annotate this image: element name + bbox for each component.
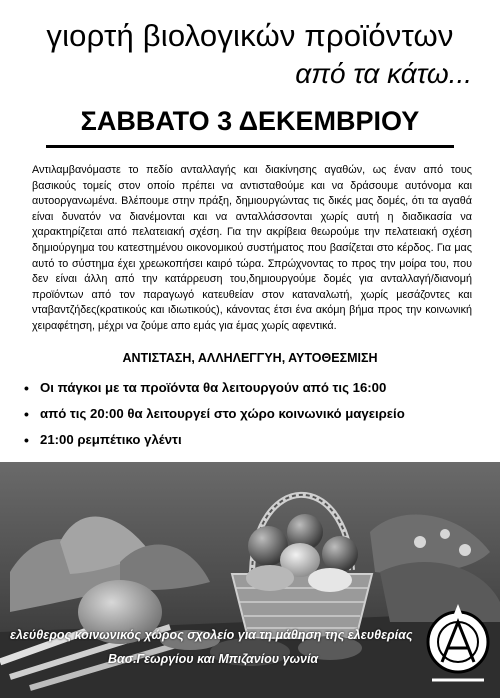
footer-address: Βασ.Γεωργίου και Μπιζανίου γωνία — [108, 652, 319, 666]
bullet-icon: • — [24, 432, 29, 448]
schedule-item — [24, 432, 484, 458]
schedule-list — [24, 380, 484, 458]
schedule-item-text: Οι πάγκοι με τα προϊόντα θα λειτουργούν από τις 16:00 — [40, 380, 387, 395]
schedule-item-text: 21:00 ρεμπέτικο γλέντι — [40, 432, 182, 447]
footer-venue-name: ελεύθερος κοινωνικός χώρος σχολείο για τη μάθηση της ελευθερίας — [10, 628, 413, 642]
date-underline — [46, 145, 454, 148]
schedule-item — [24, 406, 484, 432]
schedule-item-text: από τις 20:00 θα λειτουργεί στο χώρο κοινωνικό μαγειρείο — [40, 406, 405, 421]
poster-subtitle: από τα κάτω... — [295, 58, 472, 89]
bullet-icon: • — [24, 380, 29, 396]
bullet-icon: • — [24, 406, 29, 422]
poster-title: γιορτή βιολογικών προϊόντων — [46, 18, 454, 53]
body-paragraph: Αντιλαμβανόμαστε το πεδίο ανταλλαγής και διακίνησης αγαθών, ως έναν από τους βασικούς τομείς στον οποίο πρέπει να αντισταθούμε και να δράσουμε αυτόνομα και αυτοοργανωμένα. Βλέπουμε στην πράξη, δημιουργώντας τις δικές μας δομές, ότι τα αγαθά είναι δυνατόν να διανέμονται και να ανταλλάσσονται χωρίς αυτή η διαδικασία να χαρακτηρίζεται από πελατειακή σχέση. Για την ακρίβεια θεωρούμε την πελατειακή σχέση δημιούργημα του κατεστημένου οικονομικού συστήματος που βασίζεται στο κέρδος. Για μας αυτό το σύστημα έχει χρεωκοπήσει καιρό τώρα. Σπρώχνοντας το προς την μοίρα του, που δεν είναι άλλη από την κατάρρευση του,δημιουργούμε δομές για ανταλλαγή/διανομή προϊόντων από τον παραγωγό κατευθείαν στον καταναλωτή, χωρίς μεσάζοντες και νταβαντζήδες(κρατικούς και ιδιωτικούς), κάνοντας έτσι ένα ακόμη βήμα προς την κοινωνική χειραφέτηση, μέχρι να ζούμε απο εμάς για έμας χωρίς αφεντικά. — [32, 164, 472, 332]
event-date: ΣΑΒΒΑΤΟ 3 ΔΕΚΕΜΒΡΙΟΥ — [80, 106, 420, 136]
emblem-logo — [422, 600, 494, 690]
schedule-item — [24, 380, 484, 406]
slogan: ΑΝΤΙΣΤΑΣΗ, ΑΛΛΗΛΕΓΓΥΗ, ΑΥΤΟΘΕΣΜΙΣΗ — [122, 351, 378, 365]
